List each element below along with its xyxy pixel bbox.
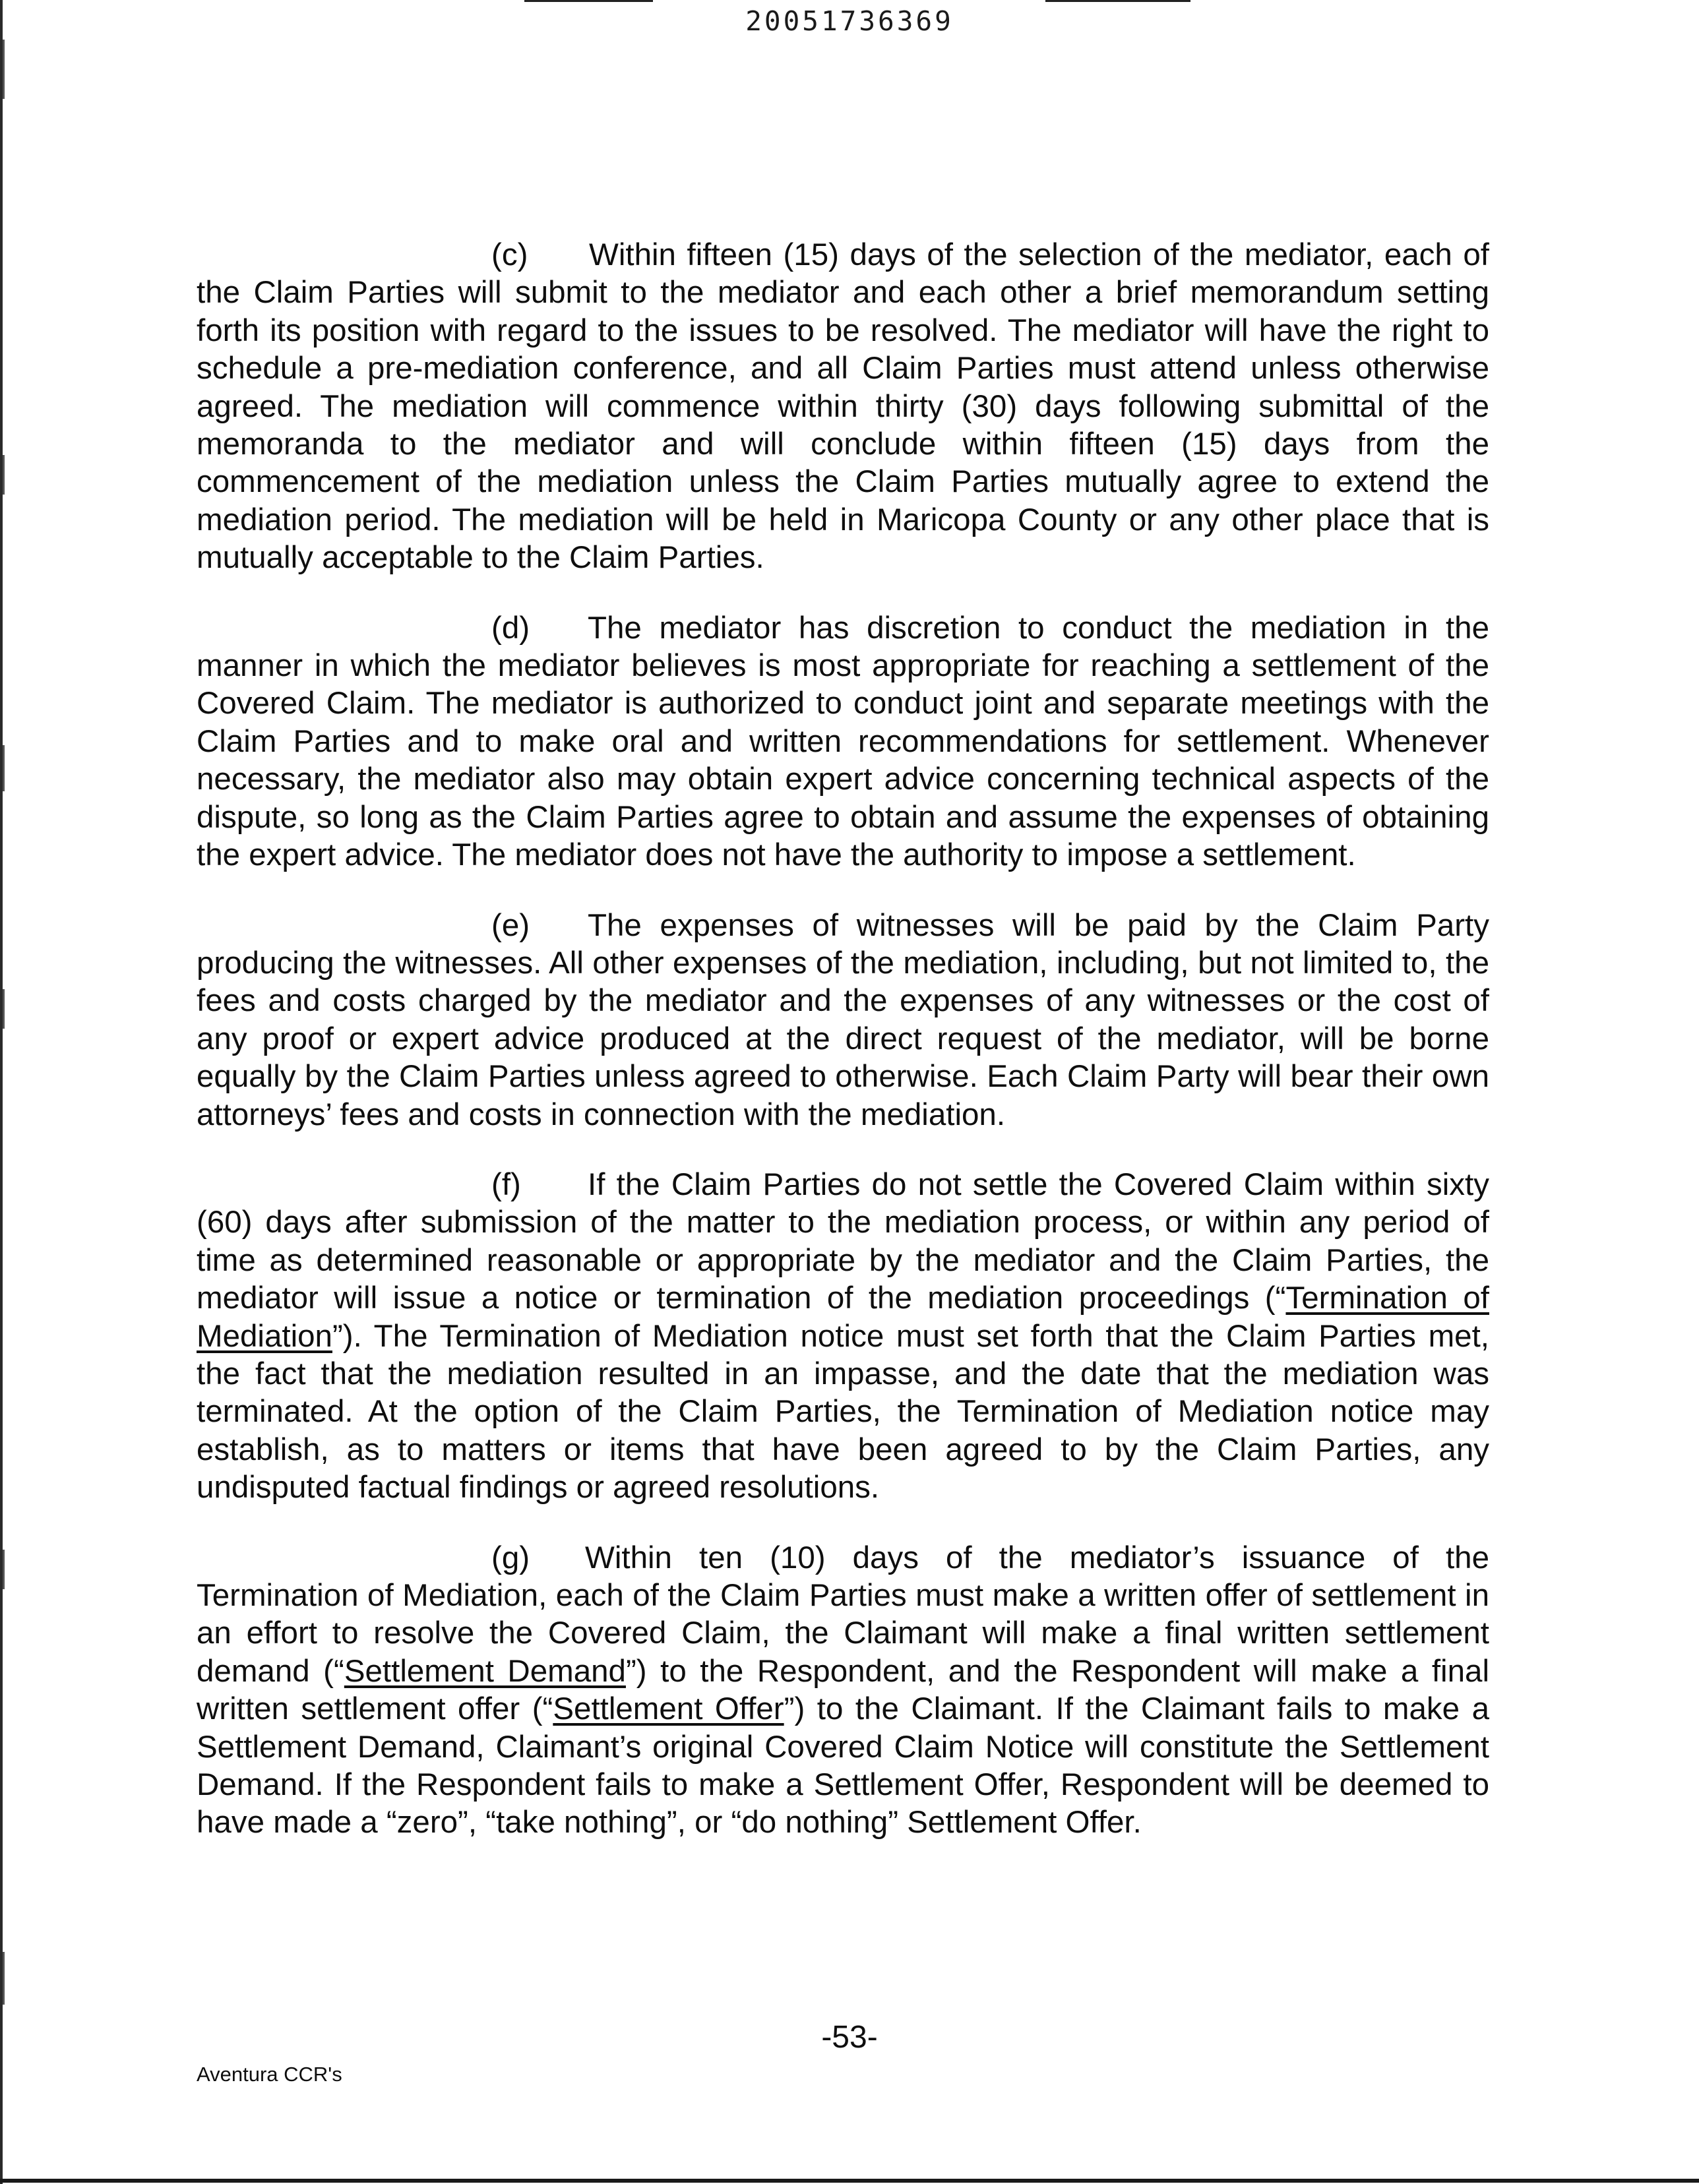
paragraph-text: ”) to the Respondent, and the Respondent will make a final written settlement offer (“: [197, 1653, 1489, 1727]
scan-artifact-top-left: [524, 0, 653, 2]
defined-term: Settlement Demand: [344, 1653, 626, 1689]
paragraph-enum: (d): [491, 610, 530, 646]
paragraph-e: [197, 907, 1489, 1134]
page-number: -53-: [821, 2020, 878, 2055]
paragraph-text: The expenses of witnesses will be paid by the Claim Party producing the witnesses. All other expenses of the mediation, including, but not limited to, the fees and costs charged by the mediator and the expenses of any witnesses or the cost of any proof or expert advice produced at the direct request of the mediator, will be borne equally by the Claim Parties unless agreed to otherwise. Each Claim Party will bear their own attorneys’ fees and costs in connection with the mediation.: [197, 907, 1489, 1132]
paragraph-c: [197, 236, 1489, 577]
footer-label: Aventura CCR's: [197, 2063, 342, 2086]
paragraph-text: ”). The Termination of Mediation notice must set forth that the Claim Parties met, the fact that the mediation resulted in an impasse, and the date that the mediation was terminated. At the option of the Claim Parties, the Termination of Mediation notice may establish, as to matters or items that have been agreed to by the Claim Parties, any undisputed factual findings or agreed resolutions.: [197, 1318, 1489, 1505]
paragraph-g: [197, 1539, 1489, 1842]
paragraph-text: Within ten (10) days of the mediator’s issuance of the Termination of Mediation, each of the Claim Parties must make a written offer of settlement in an effort to resolve the Covered Claim, the Claimant will make a final written settlement demand (“: [197, 1540, 1489, 1689]
defined-term: Settlement Offer: [553, 1691, 784, 1727]
scan-bottom-edge: [0, 2179, 1699, 2183]
scan-edge-mark: [3, 455, 5, 495]
paragraph-enum: (e): [491, 907, 530, 943]
paragraph-text: If the Claim Parties do not settle the Covered Claim within sixty (60) days after submission of the matter to the mediation process, or within any period of time as determined reasonable or appropriate by the mediator and the Claim Parties, the mediator will issue a notice or termination of the mediation proceedings (“: [197, 1167, 1489, 1316]
paragraph-d: [197, 609, 1489, 874]
paragraph-enum: (g): [491, 1540, 530, 1575]
paragraph-f: [197, 1166, 1489, 1507]
defined-term: Termination of Mediation: [197, 1281, 1489, 1354]
document-number: 20051736369: [745, 5, 954, 37]
paragraph-text: ”) to the Claimant. If the Claimant fails to make a Settlement Demand, Claimant’s original Covered Claim Notice will constitute the Settlement Demand. If the Respondent fails to make a Settlement Offer, Respondent will be deemed to have made a “zero”, “take nothing”, or “do nothing” Settlement Offer.: [197, 1691, 1489, 1840]
scan-edge-mark: [3, 1550, 5, 1589]
scan-artifact-top-right: [1045, 0, 1190, 2]
paragraph-enum: (f): [491, 1167, 521, 1202]
scan-left-edge: [0, 0, 3, 2184]
scan-edge-mark: [3, 745, 5, 791]
paragraph-enum: (c): [491, 237, 528, 272]
scan-edge-mark: [3, 1952, 5, 2005]
paragraph-text: Within fifteen (15) days of the selection of the mediator, each of the Claim Parties will submit to the mediator and each other a brief memorandum setting forth its position with regard to the issues to be resolved. The mediator will have the right to schedule a pre-mediation conference, and all Claim Parties must attend unless otherwise agreed. The mediation will commence within thirty (30) days following submittal of the memoranda to the mediator and will conclude within fifteen (15) days from the commencement of the mediation unless the Claim Parties mutually agree to extend the mediation period. The mediation will be held in Maricopa County or any other place that is mutually acceptable to the Claim Parties.: [197, 237, 1489, 576]
scan-edge-mark: [3, 40, 5, 99]
document-body: [197, 236, 1489, 1874]
scan-edge-mark: [3, 989, 5, 1029]
paragraph-text: The mediator has discretion to conduct the mediation in the manner in which the mediator believes is most appropriate for reaching a settlement of the Covered Claim. The mediator is authorized to conduct joint and separate meetings with the Claim Parties and to make oral and written recommendations for settlement. Whenever necessary, the mediator also may obtain expert advice concerning technical aspects of the dispute, so long as the Claim Parties agree to obtain and assume the expenses of obtaining the expert advice. The mediator does not have the authority to impose a settlement.: [197, 610, 1489, 873]
